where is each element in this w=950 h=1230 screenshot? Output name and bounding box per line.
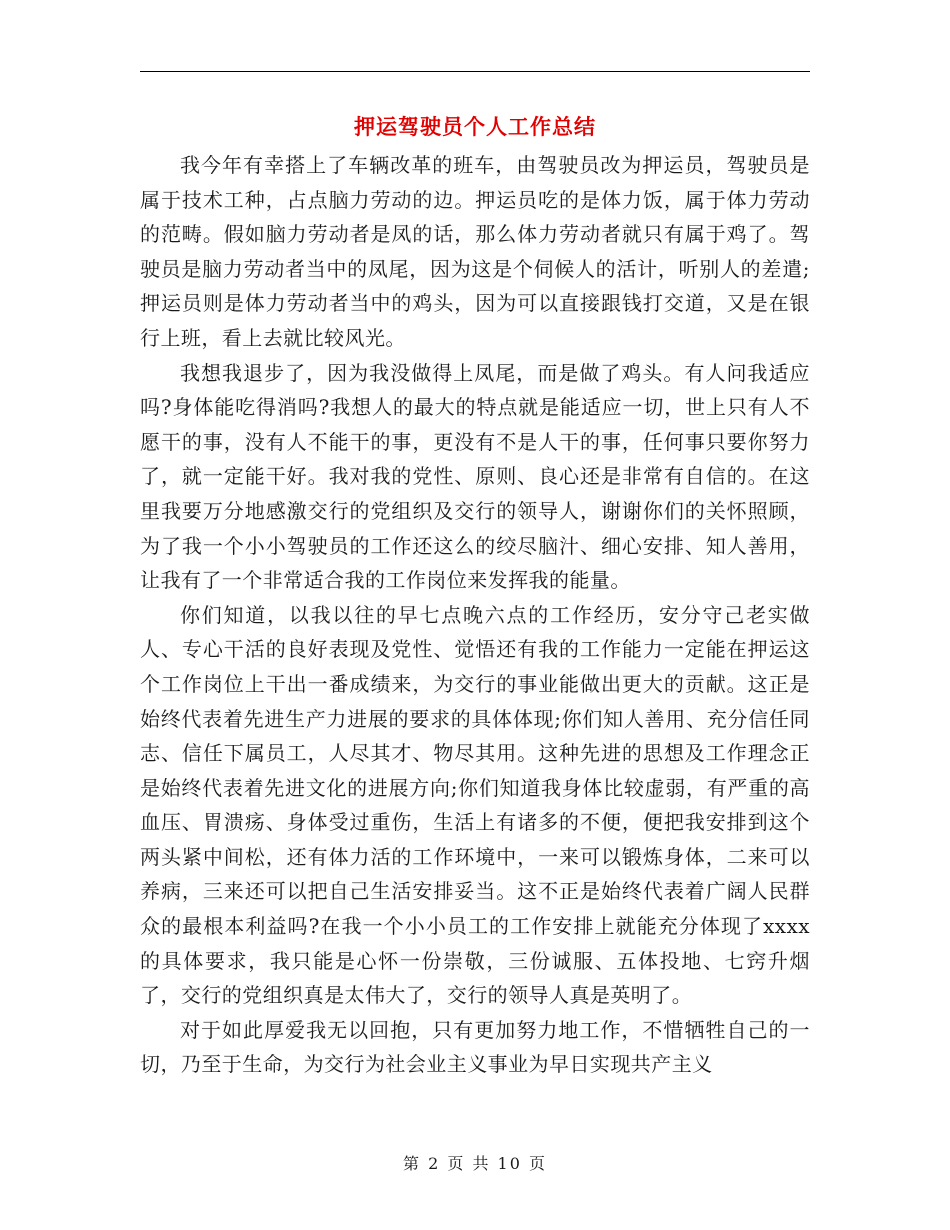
document-title: 押运驾驶员个人工作总结	[354, 115, 596, 139]
paragraph-2: 我想我退步了，因为我没做得上凤尾，而是做了鸡头。有人问我适应吗?身体能吃得消吗?我想人的最大的特点就是能适应一切，世上只有人不愿干的事，没有人不能干的事，更没有不是人干的事，任何事只要你努力了，就一定能干好。我对我的党性、原则、良心还是非常有自信的。在这里我要万分地感激交行的党组织及交行的领导人，谢谢你们的关怀照顾，为了我一个小小驾驶员的工作还这么的绞尽脑汁、细心安排、知人善用，让我有了一个非常适合我的工作岗位来发挥我的能量。	[140, 360, 810, 593]
paragraph-4: 对于如此厚爱我无以回抱，只有更加努力地工作，不惜牺牲自己的一切，乃至于生命，为交行为社会业主义事业为早日实现共产主义	[140, 1017, 810, 1077]
document-body	[140, 148, 810, 1082]
header-rule	[140, 71, 810, 72]
paragraph-1: 我今年有幸搭上了车辆改革的班车，由驾驶员改为押运员，驾驶员是属于技术工种，占点脑力劳动的边。押运员吃的是体力饭，属于体力劳动的范畴。假如脑力劳动者是凤的话，那么体力劳动者就只有属于鸡了。驾驶员是脑力劳动者当中的凤尾，因为这是个伺候人的活计，听别人的差遣;押运员则是体力劳动者当中的鸡头，因为可以直接跟钱打交道，又是在银行上班，看上去就比较风光。	[140, 153, 810, 350]
paragraph-3: 你们知道，以我以往的早七点晚六点的工作经历，安分守己老实做人、专心干活的良好表现及党性、觉悟还有我的工作能力一定能在押运这个工作岗位上干出一番成绩来，为交行的事业能做出更大的贡献。这正是始终代表着先进生产力进展的要求的具体体现;你们知人善用、充分信任同志、信任下属员工，人尽其才、物尽其用。这种先进的思想及工作理念正是始终代表着先进文化的进展方向;你们知道我身体比较虚弱，有严重的高血压、胃溃疡、身体受过重伤，生活上有诸多的不便，便把我安排到这个两头紧中间松，还有体力活的工作环境中，一来可以锻炼身体，二来可以养病，三来还可以把自己生活安排妥当。这不正是始终代表着广阔人民群众的最根本利益吗?在我一个小小员工的工作安排上就能充分体现了xxxx的具体要求，我只能是心怀一份崇敬，三份诚服、五体投地、七窍升烟了，交行的党组织真是太伟大了，交行的领导人真是英明了。	[140, 602, 810, 1008]
page-number: 第 2 页 共 10 页	[403, 1154, 547, 1173]
